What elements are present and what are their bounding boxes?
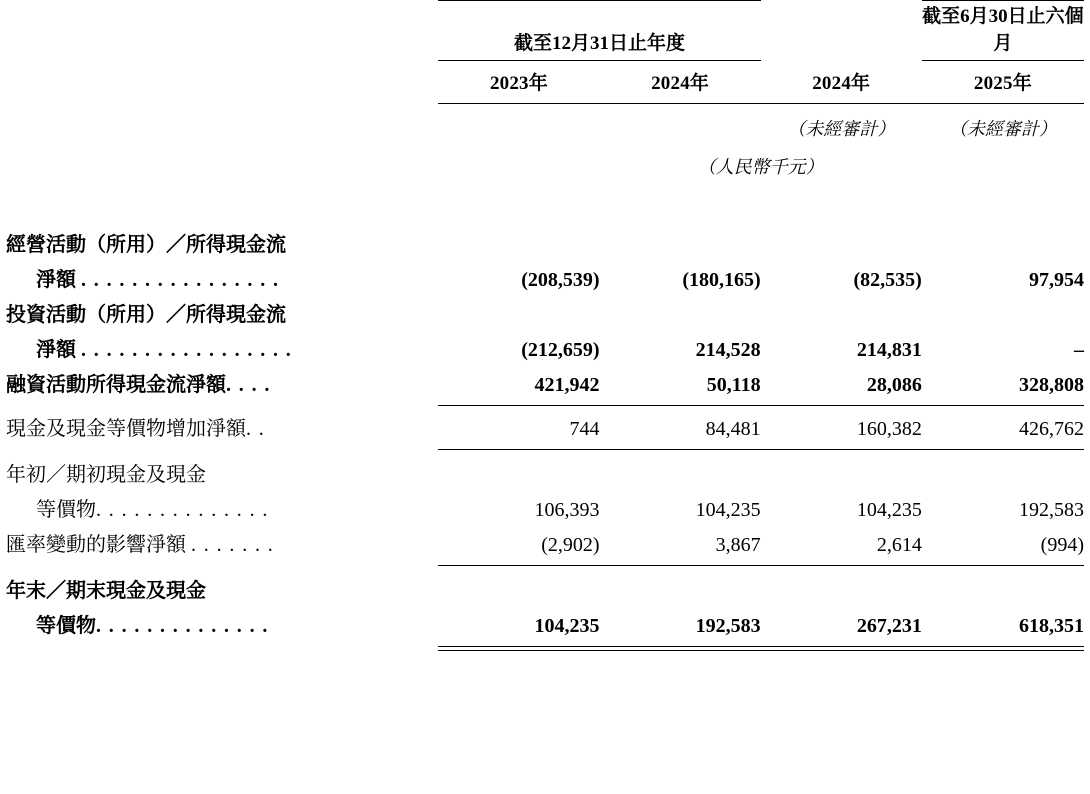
row-value-investing-2023: (212,659) [521, 339, 600, 361]
row-value-operating-2024i: (82,535) [853, 269, 922, 291]
table-row [6, 330, 1084, 365]
row-label-fx-effect: 匯率變動的影響淨額 . . . . . . . [6, 534, 275, 556]
row-value-opening-2023: 106,393 [534, 499, 600, 521]
table-row [6, 606, 1084, 641]
row-value-financing-2024a: 50,118 [706, 374, 761, 396]
table-header-unaudited [6, 104, 1084, 144]
row-label-closing-line2: 等價物. . . . . . . . . . . . . . [36, 615, 269, 637]
row-value-opening-2025i: 192,583 [1019, 499, 1084, 521]
row-value-fx-2025i: (994) [1040, 534, 1084, 556]
row-value-fx-2024i: 2,614 [876, 534, 922, 556]
header-year-2024-annual: 2024年 [600, 61, 761, 104]
header-gap [761, 1, 922, 61]
header-year-2025-interim: 2025年 [922, 61, 1084, 104]
table-row [6, 490, 1084, 525]
row-value-operating-2023: (208,539) [521, 269, 600, 291]
table-row [6, 260, 1084, 295]
header-year-2023: 2023年 [438, 61, 599, 104]
unaudited-note-2024: （未經審計） [787, 119, 896, 139]
currency-note: （人民幣千元） [697, 157, 824, 177]
table-row [6, 409, 1084, 444]
row-value-closing-2023: 104,235 [534, 615, 600, 637]
header-year-2024-interim: 2024年 [761, 61, 922, 104]
row-value-financing-2024i: 28,086 [866, 374, 922, 396]
cash-flow-table [6, 0, 1084, 61]
row-label-investing-line1: 投資活動（所用）／所得現金流 [6, 304, 286, 326]
table-row [6, 295, 1084, 330]
row-value-opening-2024i: 104,235 [856, 499, 922, 521]
table-header-groups [6, 1, 1084, 61]
row-value-opening-2024a: 104,235 [695, 499, 761, 521]
row-value-investing-2024a: 214,528 [695, 339, 761, 361]
row-value-net-increase-2024i: 160,382 [856, 418, 922, 440]
row-value-financing-2025i: 328,808 [1019, 374, 1084, 396]
header-group-year: 截至12月31日止年度 [438, 1, 760, 61]
header-body-spacer [6, 183, 1084, 225]
row-value-fx-2024a: 3,867 [715, 534, 761, 556]
row-value-investing-2024i: 214,831 [856, 339, 922, 361]
row-value-investing-2025i: – [1074, 339, 1084, 361]
row-value-operating-2024a: (180,165) [682, 269, 761, 291]
row-label-opening-line2: 等價物. . . . . . . . . . . . . . [36, 499, 269, 521]
unaudited-note-2025: （未經審計） [948, 119, 1057, 139]
header-spacer [6, 1, 438, 61]
row-value-net-increase-2024a: 84,481 [705, 418, 761, 440]
table-row [6, 571, 1084, 606]
row-value-net-increase-2025i: 426,762 [1019, 418, 1084, 440]
table-row [6, 365, 1084, 400]
table-row [6, 225, 1084, 260]
cash-flow-table-body [6, 61, 1084, 651]
row-label-financing: 融資活動所得現金流淨額. . . . [6, 374, 271, 396]
row-label-opening-line1: 年初／期初現金及現金 [6, 464, 206, 486]
row-label-investing-line2: 淨額 . . . . . . . . . . . . . . . . . [36, 339, 293, 361]
row-value-closing-2024a: 192,583 [695, 615, 761, 637]
row-label-net-increase: 現金及現金等價物增加淨額. . [6, 418, 266, 440]
row-value-net-increase-2023: 744 [569, 418, 600, 440]
table-currency-note-row [6, 143, 1084, 183]
table-row [6, 455, 1084, 490]
row-value-fx-2023: (2,902) [541, 534, 600, 556]
row-label-operating-line1: 經營活動（所用）／所得現金流 [6, 234, 286, 256]
table-row [6, 525, 1084, 560]
row-label-closing-line1: 年末／期末現金及現金 [6, 580, 206, 602]
row-value-operating-2025i: 97,954 [1029, 269, 1084, 291]
row-label-operating-line2: 淨額 . . . . . . . . . . . . . . . . [36, 269, 280, 291]
rule-closing-lower [6, 647, 1084, 651]
row-value-closing-2025i: 618,351 [1019, 615, 1084, 637]
table-header-years [6, 61, 1084, 104]
row-value-financing-2023: 421,942 [534, 374, 600, 396]
row-value-closing-2024i: 267,231 [856, 615, 922, 637]
header-group-half: 截至6月30日止六個月 [922, 1, 1084, 61]
